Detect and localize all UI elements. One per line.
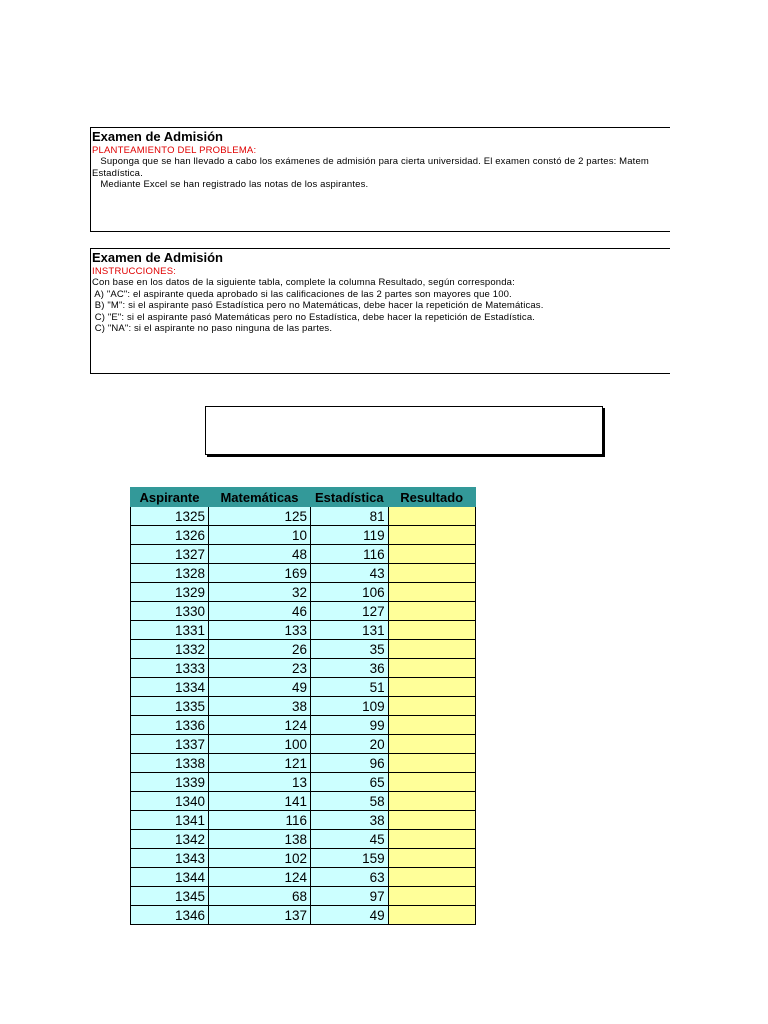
cell-matematicas[interactable]: 48 — [209, 545, 311, 564]
cell-resultado[interactable] — [388, 678, 475, 697]
problem-line: Mediante Excel se han registrado las notas de los aspirantes. — [92, 179, 369, 190]
cell-matematicas[interactable]: 68 — [209, 887, 311, 906]
table-row — [131, 659, 476, 678]
table-row — [131, 792, 476, 811]
cell-matematicas[interactable]: 125 — [209, 507, 311, 526]
cell-aspirante[interactable]: 1331 — [131, 621, 209, 640]
cell-matematicas[interactable]: 100 — [209, 735, 311, 754]
cell-matematicas[interactable]: 102 — [209, 849, 311, 868]
cell-aspirante[interactable]: 1340 — [131, 792, 209, 811]
empty-text-box[interactable] — [205, 406, 603, 455]
header-matematicas[interactable]: Matemáticas — [209, 488, 311, 507]
cell-aspirante[interactable]: 1327 — [131, 545, 209, 564]
cell-aspirante[interactable]: 1325 — [131, 507, 209, 526]
cell-aspirante[interactable]: 1343 — [131, 849, 209, 868]
instruction-line: A) "AC": el aspirante queda aprobado si las calificaciones de las 2 partes son mayores que 100. — [92, 288, 512, 300]
cell-estadistica[interactable]: 99 — [311, 716, 389, 735]
cell-resultado[interactable] — [388, 887, 475, 906]
table-row — [131, 526, 476, 545]
table-row — [131, 507, 476, 526]
cell-resultado[interactable] — [388, 792, 475, 811]
problem-line: Estadística. — [92, 167, 143, 179]
cell-matematicas[interactable]: 169 — [209, 564, 311, 583]
problem-line: Suponga que se han llevado a cabo los exámenes de admisión para cierta universidad. El examen constó de 2 partes: Matem — [92, 156, 649, 167]
cell-resultado[interactable] — [388, 830, 475, 849]
cell-aspirante[interactable]: 1326 — [131, 526, 209, 545]
cell-aspirante[interactable]: 1333 — [131, 659, 209, 678]
cell-resultado[interactable] — [388, 773, 475, 792]
cell-estadistica[interactable]: 81 — [311, 507, 389, 526]
cell-aspirante[interactable]: 1328 — [131, 564, 209, 583]
cell-resultado[interactable] — [388, 659, 475, 678]
cell-aspirante[interactable]: 1329 — [131, 583, 209, 602]
instruction-line: C) "E": si el aspirante pasó Matemáticas pero no Estadística, debe hacer la repetición de Estadística. — [92, 311, 536, 323]
cell-resultado[interactable] — [388, 754, 475, 773]
cell-aspirante[interactable]: 1339 — [131, 773, 209, 792]
cell-aspirante[interactable]: 1335 — [131, 697, 209, 716]
cell-resultado[interactable] — [388, 507, 475, 526]
cell-matematicas[interactable]: 124 — [209, 868, 311, 887]
table-row — [131, 887, 476, 906]
table-row — [131, 564, 476, 583]
cell-matematicas[interactable]: 141 — [209, 792, 311, 811]
instruction-line: B) "M": si el aspirante pasó Estadística pero no Matemáticas, debe hacer la repetición de Matemáticas. — [92, 300, 544, 311]
cell-aspirante[interactable]: 1342 — [131, 830, 209, 849]
cell-matematicas[interactable]: 13 — [209, 773, 311, 792]
table-row — [131, 583, 476, 602]
cell-matematicas[interactable]: 10 — [209, 526, 311, 545]
cell-estadistica[interactable]: 58 — [311, 792, 389, 811]
cell-estadistica[interactable]: 127 — [311, 602, 389, 621]
cell-estadistica[interactable]: 36 — [311, 659, 389, 678]
cell-estadistica[interactable]: 131 — [311, 621, 389, 640]
cell-estadistica[interactable]: 45 — [311, 830, 389, 849]
cell-resultado[interactable] — [388, 868, 475, 887]
cell-resultado[interactable] — [388, 602, 475, 621]
cell-resultado[interactable] — [388, 621, 475, 640]
cell-matematicas[interactable]: 32 — [209, 583, 311, 602]
instruction-line: Con base en los datos de la siguiente tabla, complete la columna Resultado, según corresponda: — [92, 277, 515, 288]
cell-estadistica[interactable]: 97 — [311, 887, 389, 906]
problem-statement-box — [90, 127, 670, 232]
cell-estadistica[interactable]: 51 — [311, 678, 389, 697]
cell-resultado[interactable] — [388, 716, 475, 735]
header-estadistica[interactable]: Estadística — [311, 488, 389, 507]
table-row — [131, 697, 476, 716]
instructions-subtitle: INSTRUCCIONES: — [92, 266, 177, 277]
cell-estadistica[interactable]: 159 — [311, 849, 389, 868]
cell-estadistica[interactable]: 43 — [311, 564, 389, 583]
cell-aspirante[interactable]: 1338 — [131, 754, 209, 773]
cell-matematicas[interactable]: 26 — [209, 640, 311, 659]
cell-matematicas[interactable]: 23 — [209, 659, 311, 678]
cell-aspirante[interactable]: 1334 — [131, 678, 209, 697]
header-aspirante[interactable]: Aspirante — [131, 488, 209, 507]
cell-estadistica[interactable]: 35 — [311, 640, 389, 659]
cell-resultado[interactable] — [388, 849, 475, 868]
grades-table — [130, 487, 476, 925]
cell-matematicas[interactable]: 38 — [209, 697, 311, 716]
table-row — [131, 754, 476, 773]
cell-estadistica[interactable]: 38 — [311, 811, 389, 830]
cell-aspirante[interactable]: 1330 — [131, 602, 209, 621]
cell-resultado[interactable] — [388, 811, 475, 830]
instructions-title: Examen de Admisión — [92, 250, 223, 265]
table-header-row — [131, 488, 476, 507]
table-row — [131, 621, 476, 640]
cell-matematicas[interactable]: 137 — [209, 906, 311, 925]
cell-matematicas[interactable]: 124 — [209, 716, 311, 735]
cell-aspirante[interactable]: 1337 — [131, 735, 209, 754]
cell-matematicas[interactable]: 116 — [209, 811, 311, 830]
table-row — [131, 716, 476, 735]
problem-subtitle: PLANTEAMIENTO DEL PROBLEMA: — [92, 145, 257, 156]
table-row — [131, 545, 476, 564]
cell-estadistica[interactable]: 65 — [311, 773, 389, 792]
table-row — [131, 868, 476, 887]
cell-estadistica[interactable]: 49 — [311, 906, 389, 925]
cell-aspirante[interactable]: 1332 — [131, 640, 209, 659]
cell-resultado[interactable] — [388, 735, 475, 754]
cell-resultado[interactable] — [388, 640, 475, 659]
table-row — [131, 735, 476, 754]
table-row — [131, 811, 476, 830]
cell-resultado[interactable] — [388, 583, 475, 602]
cell-aspirante[interactable]: 1345 — [131, 887, 209, 906]
cell-resultado[interactable] — [388, 697, 475, 716]
cell-matematicas[interactable]: 121 — [209, 754, 311, 773]
instruction-line: C) "NA": si el aspirante no paso ninguna de las partes. — [92, 323, 333, 334]
cell-resultado[interactable] — [388, 906, 475, 925]
table-row — [131, 640, 476, 659]
cell-estadistica[interactable]: 20 — [311, 735, 389, 754]
cell-estadistica[interactable]: 63 — [311, 868, 389, 887]
table-body — [131, 507, 476, 925]
cell-estadistica[interactable]: 116 — [311, 545, 389, 564]
cell-aspirante[interactable]: 1346 — [131, 906, 209, 925]
header-resultado[interactable]: Resultado — [388, 488, 475, 507]
cell-estadistica[interactable]: 106 — [311, 583, 389, 602]
cell-resultado[interactable] — [388, 526, 475, 545]
table-row — [131, 906, 476, 925]
cell-resultado[interactable] — [388, 564, 475, 583]
cell-aspirante[interactable]: 1344 — [131, 868, 209, 887]
cell-matematicas[interactable]: 138 — [209, 830, 311, 849]
table-row — [131, 773, 476, 792]
table-row — [131, 849, 476, 868]
cell-resultado[interactable] — [388, 545, 475, 564]
instructions-box — [90, 248, 670, 374]
problem-title: Examen de Admisión — [92, 129, 223, 144]
cell-matematicas[interactable]: 133 — [209, 621, 311, 640]
table-row — [131, 602, 476, 621]
cell-aspirante[interactable]: 1336 — [131, 716, 209, 735]
cell-aspirante[interactable]: 1341 — [131, 811, 209, 830]
table-row — [131, 830, 476, 849]
cell-estadistica[interactable]: 96 — [311, 754, 389, 773]
cell-estadistica[interactable]: 119 — [311, 526, 389, 545]
table-row — [131, 678, 476, 697]
cell-estadistica[interactable]: 109 — [311, 697, 389, 716]
cell-matematicas[interactable]: 49 — [209, 678, 311, 697]
cell-matematicas[interactable]: 46 — [209, 602, 311, 621]
